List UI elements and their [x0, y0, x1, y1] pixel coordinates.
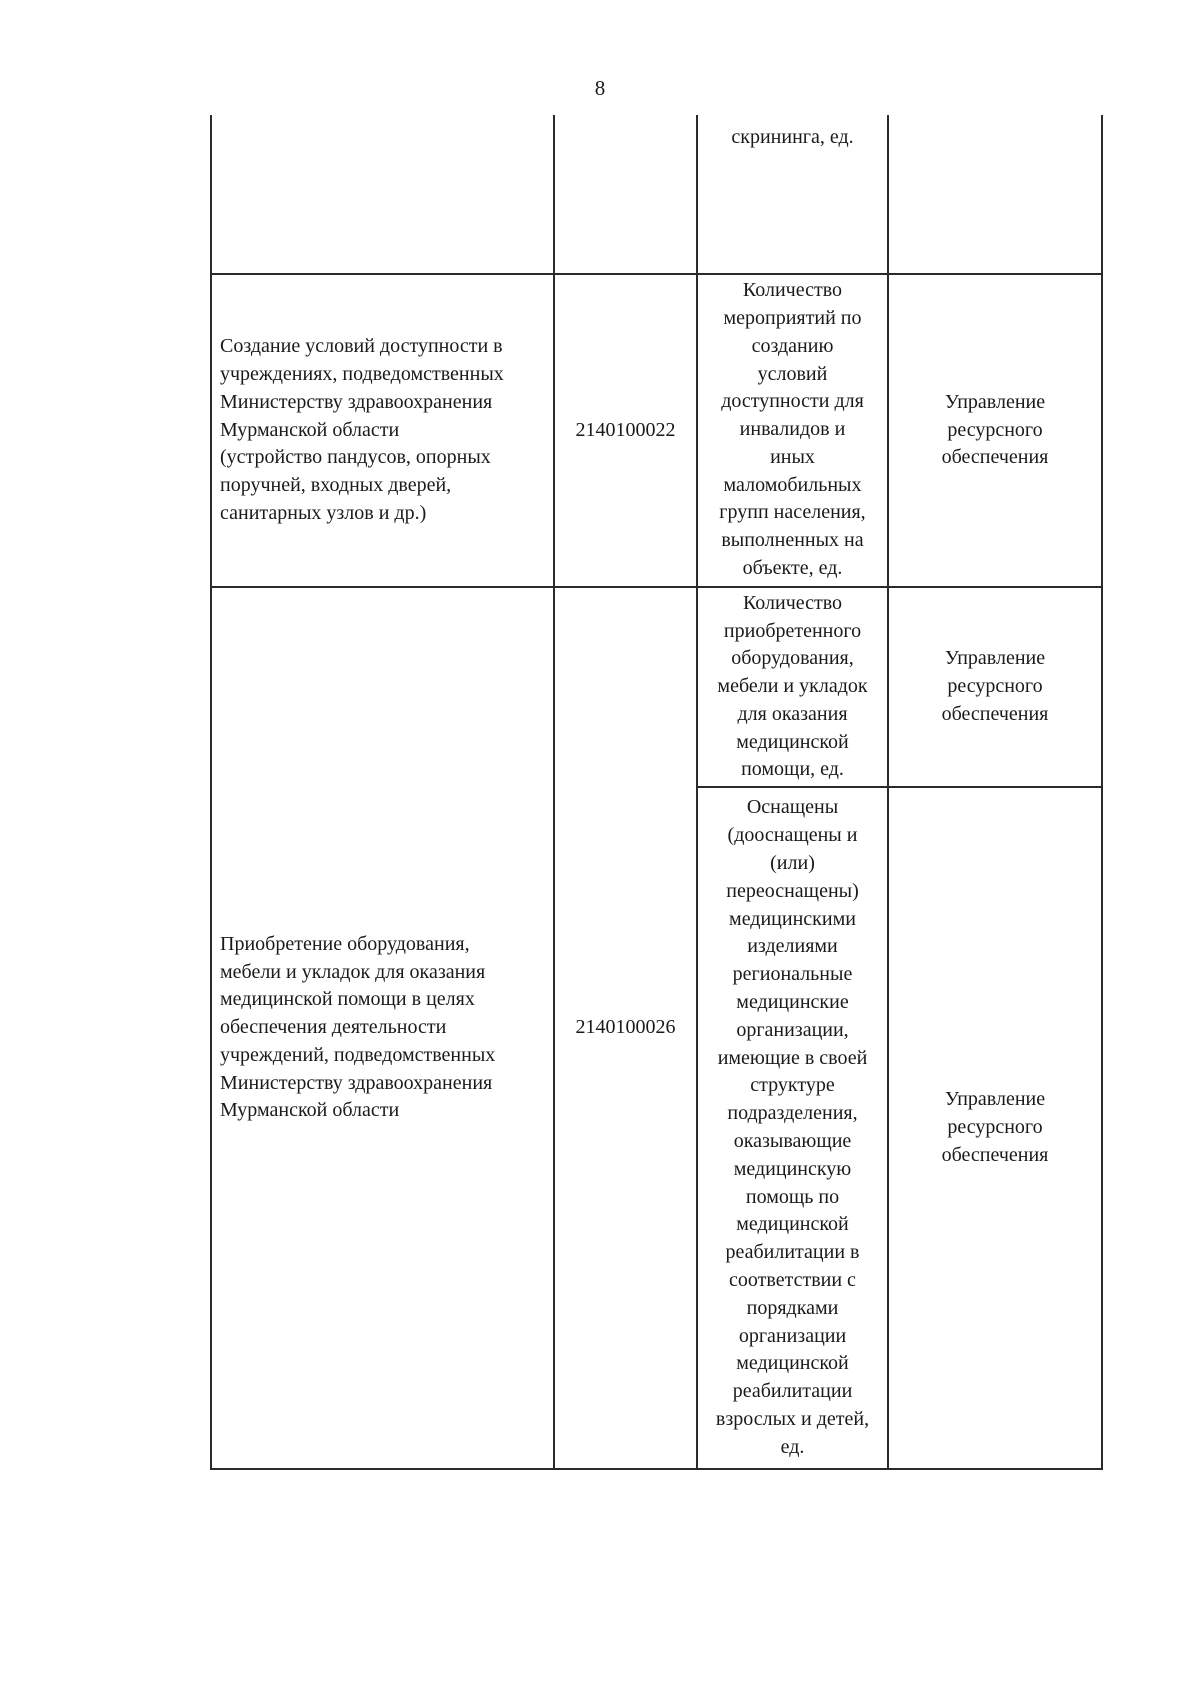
table-row-2-indicator-1: Количество приобретенного оборудования, мебели и укладок для оказания медицинской помощи, ед. [717, 591, 868, 781]
table-row-2-responsible-2: Управление ресурсного обеспечения [941, 1088, 1049, 1166]
table-border-bottom [210, 1468, 1103, 1470]
table-row-2-indicator-2: Оснащены (дооснащены и (или) переоснащены) медицинскими изделиями региональные медицинские организации, имеющие в своей структуре подразделения, оказывающие медицинскую помощь по медицинской реабилитации в соответствии с порядками организации медицинской реабилитации взрослых и детей, ед. [715, 796, 870, 1458]
table-row-2-responsible-1: Управление ресурсного обеспечения [941, 647, 1049, 725]
table-row-1-responsible: Управление ресурсного обеспечения [941, 390, 1049, 469]
table-row-2-code: 2140100026 [575, 1016, 676, 1039]
table-row-1-indicator: Количество мероприятий по созданию условий доступности для инвалидов и иных маломобильных групп населения, выполненных на объекте, ед. [719, 279, 866, 580]
table-border-left [210, 115, 212, 1470]
table-row-2-activity: Приобретение оборудования, мебели и укладок для оказания медицинской помощи в целях обеспечения деятельности учреждений, подведомственных Министерству здравоохранения Мурманской области [220, 932, 496, 1122]
table-row-1-code: 2140100022 [575, 418, 676, 441]
table-border-right [1101, 115, 1103, 1470]
page-number: 8 [594, 76, 606, 100]
table-row-1-activity: Создание условий доступности в учреждениях, подведомственных Министерству здравоохранения Мурманской области (устройство пандусов, опорных поручней, входных дверей, санитарных узлов и др.) [220, 335, 504, 524]
table-row-0-indicator: скрининга, ед. [731, 126, 854, 148]
